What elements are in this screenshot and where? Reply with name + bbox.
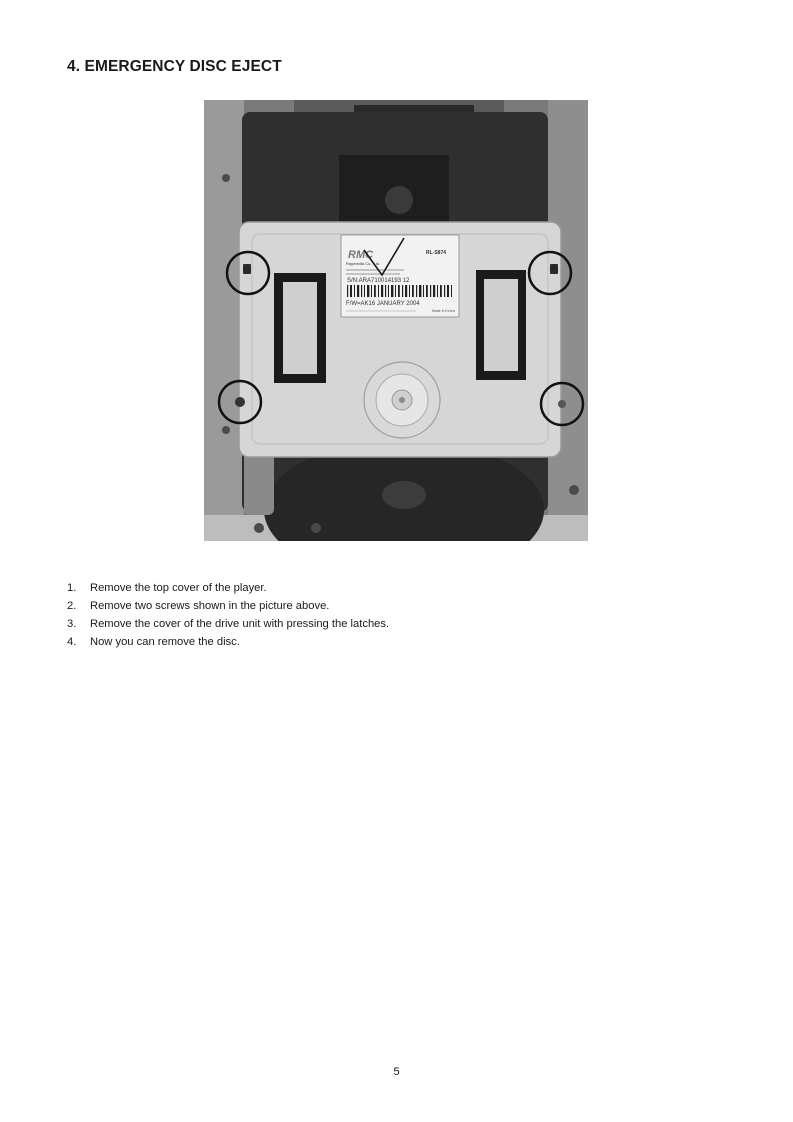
step-number: 1. [67, 582, 77, 594]
label-made-in: Made in Korea [432, 309, 455, 313]
label-model: RL-S874 [426, 250, 447, 256]
list-item [67, 615, 389, 633]
section-title: 4. EMERGENCY DISC EJECT [67, 58, 282, 75]
page-number: 5 [393, 1066, 400, 1078]
step-number: 3. [67, 618, 77, 630]
step-number: 4. [67, 636, 77, 648]
label-brand: RMC [348, 249, 374, 261]
label-firmware: F/W=AK16 JANUARY 2004 [346, 301, 420, 307]
drive-unit-photo [204, 100, 588, 541]
step-text: Now you can remove the disc. [90, 636, 240, 648]
list-item [67, 579, 389, 597]
label-serial: S/N:ARA710014193 12 [347, 278, 410, 284]
step-text: Remove the top cover of the player. [90, 582, 267, 594]
list-item [67, 633, 389, 651]
instruction-steps [67, 579, 389, 651]
list-item [67, 597, 389, 615]
label-company: Raymedia Co., Ltd. [346, 261, 381, 266]
step-text: Remove the cover of the drive unit with pressing the latches. [90, 618, 390, 630]
step-number: 2. [67, 600, 77, 612]
step-text: Remove two screws shown in the picture above. [90, 600, 330, 612]
